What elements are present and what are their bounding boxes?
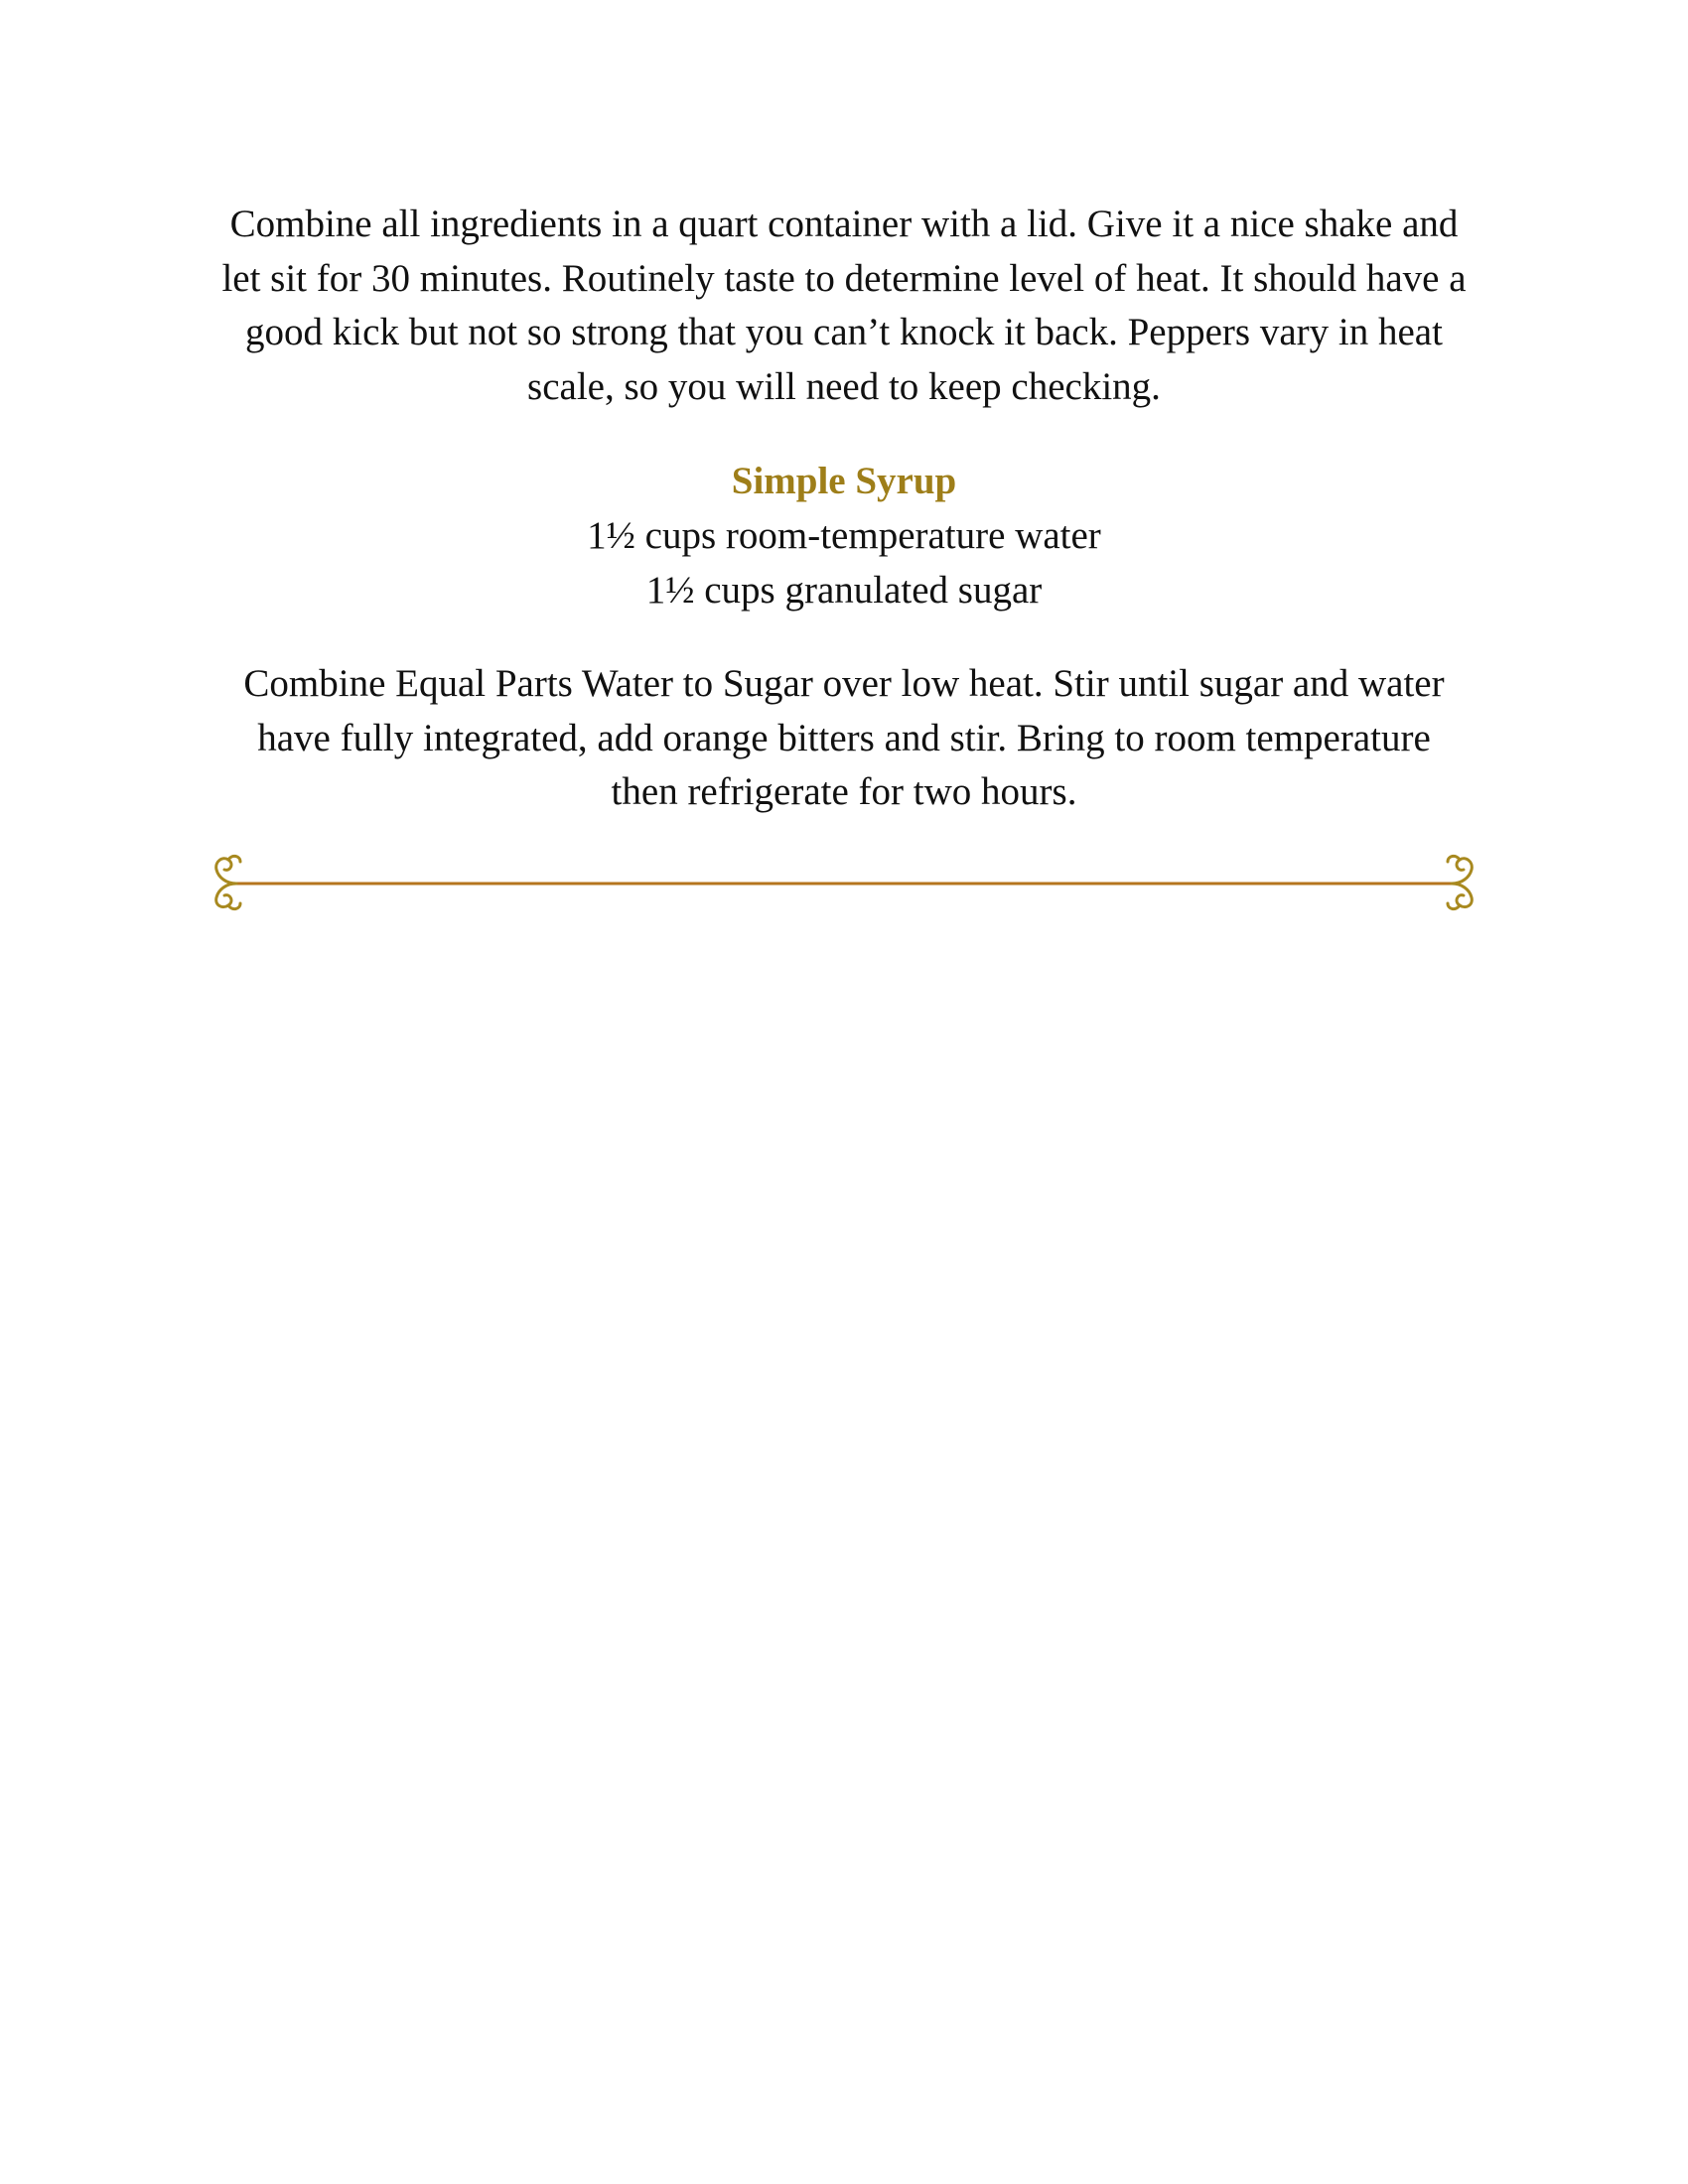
method-paragraph: Combine Equal Parts Water to Sugar over low heat. Stir until sugar and water have fully integrated, add orange bitters and stir. Bring to room temperature then refrigerate for two hours. xyxy=(243,662,1445,813)
simple-syrup-heading: Simple Syrup xyxy=(731,460,957,502)
ingredient-item: 1½ cups granulated sugar xyxy=(645,568,1043,612)
ornamental-divider xyxy=(207,850,1481,911)
intro-paragraph: Combine all ingredients in a quart container with a lid. Give it a nice shake and let sit for 30 minutes. Routinely taste to determine level of heat. It should have a good kick but not so strong that you can’t knock it back. Peppers vary in heat scale, so you will need to keep checking. xyxy=(221,203,1467,408)
right-flourish-icon xyxy=(1448,856,1472,908)
ingredient-item: 1½ cups room-temperature water xyxy=(587,514,1101,557)
ingredient-list xyxy=(0,509,1688,617)
left-flourish-icon xyxy=(216,856,240,908)
